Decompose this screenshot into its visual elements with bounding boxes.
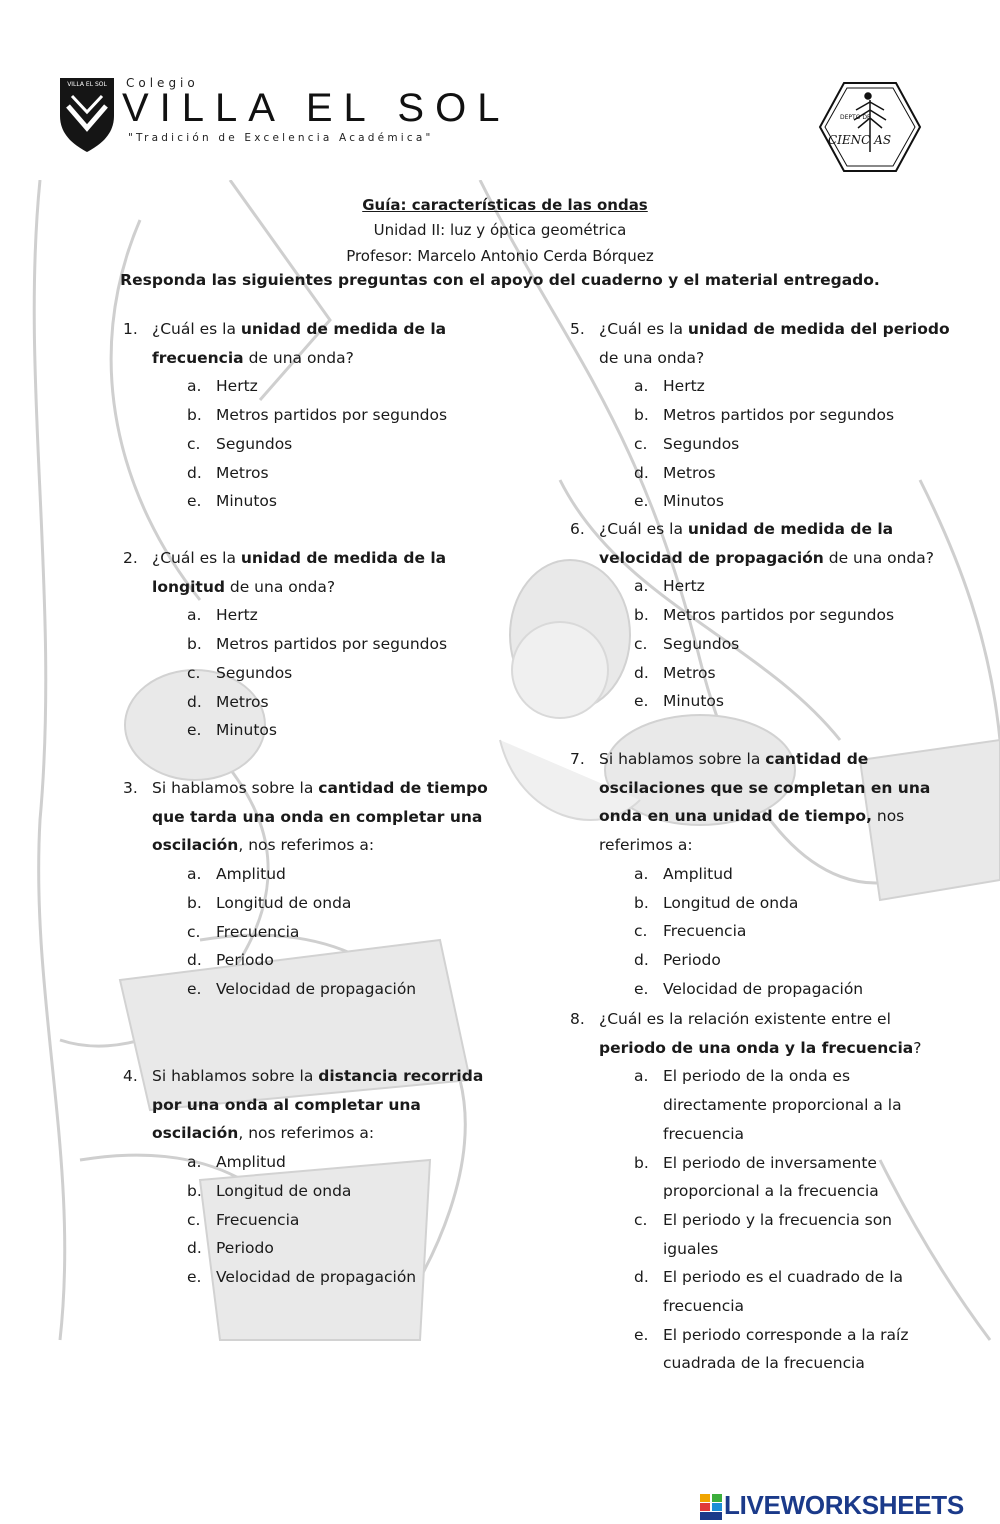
answer-option[interactable] <box>187 889 493 918</box>
question-text-part: Si hablamos sobre la <box>599 750 766 768</box>
liveworksheets-text: LIVEWORKSHEETS <box>724 1490 964 1520</box>
option-text: Frecuencia <box>216 1210 300 1229</box>
option-letter: a. <box>634 377 649 396</box>
option-text: Frecuencia <box>216 922 300 941</box>
answer-option[interactable] <box>634 687 950 716</box>
options-list <box>187 372 493 516</box>
option-text: Segundos <box>216 663 293 682</box>
question-text <box>599 315 950 372</box>
option-text: Segundos <box>663 634 740 653</box>
answer-option[interactable] <box>187 601 493 630</box>
option-letter: e. <box>634 492 649 511</box>
option-text: Periodo <box>216 1239 274 1258</box>
question-number: 3. <box>123 779 138 797</box>
option-letter: e. <box>187 721 202 740</box>
option-letter: e. <box>187 979 202 998</box>
option-letter: c. <box>187 663 201 682</box>
option-letter: e. <box>187 492 202 511</box>
options-list <box>634 572 950 716</box>
option-letter: e. <box>634 1325 649 1344</box>
option-letter: b. <box>187 406 202 425</box>
option-letter: d. <box>634 663 649 682</box>
question-text <box>152 1062 493 1148</box>
option-letter: a. <box>187 1153 202 1172</box>
option-text: Segundos <box>663 434 740 453</box>
question-6 <box>570 515 950 716</box>
options-list <box>187 860 493 1004</box>
answer-option[interactable] <box>634 975 950 1004</box>
answer-option[interactable] <box>634 1321 950 1378</box>
question-text-part: ¿Cuál es la <box>599 520 688 538</box>
question-2 <box>123 544 493 745</box>
option-text: Periodo <box>216 951 274 970</box>
answer-option[interactable] <box>187 430 493 459</box>
answer-option[interactable] <box>634 572 950 601</box>
answer-option[interactable] <box>634 459 950 488</box>
option-letter: d. <box>634 1268 649 1287</box>
question-keyword: unidad de medida de la velocidad de propagación <box>599 520 894 567</box>
option-text: Hertz <box>216 606 258 625</box>
question-text-part: de una onda? <box>599 348 705 367</box>
question-1 <box>123 315 493 516</box>
question-text <box>599 745 950 860</box>
school-motto: "Tradición de Excelencia Académica" <box>128 132 434 144</box>
options-list <box>634 1062 950 1378</box>
question-5 <box>570 315 950 516</box>
question-keyword: unidad de medida del periodo <box>687 320 950 338</box>
option-text: Amplitud <box>216 865 286 884</box>
option-text: Minutos <box>216 492 277 511</box>
option-letter: a. <box>634 577 649 596</box>
option-letter: c. <box>634 922 648 941</box>
options-list <box>187 601 493 745</box>
question-text-part: Si hablamos sobre la <box>152 779 319 797</box>
option-text: Amplitud <box>663 864 733 883</box>
option-text: Longitud de onda <box>216 1181 352 1200</box>
answer-option[interactable] <box>634 601 950 630</box>
answer-option[interactable] <box>187 1234 493 1263</box>
question-text-part: de una onda? <box>823 548 934 567</box>
option-letter: c. <box>634 1210 648 1229</box>
question-3 <box>123 774 493 1004</box>
option-text: Metros partidos por segundos <box>216 406 448 425</box>
option-text: Metros <box>216 463 269 482</box>
answer-option[interactable] <box>634 401 950 430</box>
question-text <box>152 774 493 860</box>
option-text: Metros <box>216 692 269 711</box>
answer-option[interactable] <box>187 975 493 1004</box>
guide-title: Guía: características de las ondas <box>362 196 648 214</box>
option-letter: e. <box>634 979 649 998</box>
option-text: Longitud de onda <box>216 893 352 912</box>
option-letter: d. <box>187 951 202 970</box>
option-letter: e. <box>634 692 649 711</box>
hexagon-icon <box>818 80 922 174</box>
option-text: Minutos <box>663 692 724 711</box>
answer-option[interactable] <box>187 1263 493 1292</box>
question-text-part: nos referimos a: <box>599 807 905 855</box>
unit-subtitle: Unidad II: luz y óptica geométrica <box>373 221 627 239</box>
option-text: Periodo <box>663 950 721 969</box>
question-text-part: ? <box>913 1038 922 1057</box>
answer-option[interactable] <box>634 372 950 401</box>
option-letter: a. <box>634 864 649 883</box>
liveworksheets-brand <box>700 1488 1000 1524</box>
question-keyword: cantidad de oscilaciones que se completan en una onda en una unidad de tiempo, <box>599 750 931 826</box>
question-text-part: , nos referimos a: <box>238 836 375 855</box>
option-letter: b. <box>634 406 649 425</box>
school-logo <box>58 76 511 156</box>
answer-option[interactable] <box>634 659 950 688</box>
answer-option[interactable] <box>634 889 950 918</box>
option-text: Velocidad de propagación <box>663 979 864 998</box>
question-keyword: distancia recorrida por una onda al completar una oscilación <box>152 1067 484 1143</box>
question-number: 6. <box>570 520 585 538</box>
question-text <box>152 544 493 601</box>
option-text: Metros <box>663 663 716 682</box>
option-text: Longitud de onda <box>663 893 799 912</box>
question-7 <box>570 745 950 1003</box>
answer-option[interactable] <box>187 860 493 889</box>
option-text: El periodo corresponde a la raíz cuadrada de la frecuencia <box>663 1325 909 1373</box>
question-keyword: unidad de medida de la frecuencia <box>152 320 447 367</box>
option-letter: a. <box>187 377 202 396</box>
option-letter: b. <box>634 893 649 912</box>
option-text: Velocidad de propagación <box>216 1267 417 1286</box>
question-text-part: , nos referimos a: <box>238 1124 375 1143</box>
answer-option[interactable] <box>634 487 950 516</box>
question-8 <box>570 1005 950 1378</box>
instructions: Responda las siguientes preguntas con el apoyo del cuaderno y el material entregado. <box>120 271 880 289</box>
question-text-part: ¿Cuál es la <box>152 549 241 567</box>
answer-option[interactable] <box>187 459 493 488</box>
question-text-part: de una onda? <box>224 577 336 596</box>
options-list <box>187 1148 493 1292</box>
option-text: Hertz <box>663 577 705 596</box>
option-letter: b. <box>187 1181 202 1200</box>
question-text-part: Si hablamos sobre la <box>152 1067 319 1085</box>
option-letter: c. <box>634 434 648 453</box>
answer-option[interactable] <box>634 917 950 946</box>
answer-option[interactable] <box>187 487 493 516</box>
option-text: Minutos <box>216 721 277 740</box>
question-keyword: unidad de medida de la longitud <box>152 549 447 596</box>
answer-option[interactable] <box>634 1062 950 1148</box>
option-letter: b. <box>187 635 202 654</box>
option-text: Segundos <box>216 434 293 453</box>
question-text-part: ¿Cuál es la <box>152 320 241 338</box>
question-number: 2. <box>123 549 138 567</box>
option-letter: b. <box>634 1153 649 1172</box>
answer-option[interactable] <box>187 372 493 401</box>
option-letter: d. <box>634 950 649 969</box>
option-letter: d. <box>634 463 649 482</box>
dept-label: DEPTO DE <box>840 114 871 121</box>
option-text: Amplitud <box>216 1153 286 1172</box>
answer-option[interactable] <box>634 630 950 659</box>
option-letter: a. <box>634 1067 649 1086</box>
science-department-logo <box>818 80 922 174</box>
option-letter: d. <box>187 1239 202 1258</box>
dept-name: CIENC AS <box>828 133 892 147</box>
answer-option[interactable] <box>187 401 493 430</box>
options-list <box>634 860 950 1004</box>
school-shield-icon <box>58 76 116 154</box>
option-text: El periodo de inversamente proporcional a la frecuencia <box>663 1153 879 1201</box>
option-text: El periodo y la frecuencia son iguales <box>663 1210 893 1258</box>
option-text: El periodo es el cuadrado de la frecuencia <box>663 1268 904 1316</box>
answer-option[interactable] <box>187 688 493 717</box>
question-number: 1. <box>123 320 138 338</box>
question-text-part: ¿Cuál es la <box>599 320 688 338</box>
option-letter: b. <box>187 893 202 912</box>
option-letter: d. <box>187 692 202 711</box>
option-letter: e. <box>187 1267 202 1286</box>
option-letter: a. <box>187 606 202 625</box>
option-letter: c. <box>187 1210 201 1229</box>
colegio-label: Colegio <box>126 76 199 90</box>
option-letter: b. <box>634 606 649 625</box>
option-text: Velocidad de propagación <box>216 979 417 998</box>
question-text-part: de una onda? <box>243 348 354 367</box>
option-text: Hertz <box>216 377 258 396</box>
answer-option[interactable] <box>187 946 493 975</box>
liveworksheets-icon <box>700 1494 722 1520</box>
teacher-name: Profesor: Marcelo Antonio Cerda Bórquez <box>346 247 654 265</box>
question-number: 8. <box>570 1010 585 1028</box>
answer-option[interactable] <box>634 1263 950 1320</box>
answer-option[interactable] <box>634 430 950 459</box>
question-text-part: ¿Cuál es la relación existente entre el <box>599 1010 891 1028</box>
answer-option[interactable] <box>634 860 950 889</box>
option-letter: c. <box>634 634 648 653</box>
option-text: Metros <box>663 463 716 482</box>
option-letter: c. <box>187 922 201 941</box>
option-text: Minutos <box>663 492 724 511</box>
question-text <box>152 315 493 372</box>
option-text: Metros partidos por segundos <box>663 606 895 625</box>
question-keyword: cantidad de tiempo que tarda una onda en completar una oscilación <box>152 779 488 855</box>
question-text <box>599 1005 950 1062</box>
answer-option[interactable] <box>187 918 493 947</box>
title-block <box>0 193 1000 269</box>
option-letter: d. <box>187 463 202 482</box>
question-keyword: periodo de una onda y la frecuencia <box>599 1038 914 1057</box>
answer-option[interactable] <box>187 659 493 688</box>
option-letter: c. <box>187 434 201 453</box>
answer-option[interactable] <box>187 1177 493 1206</box>
answer-option[interactable] <box>187 630 493 659</box>
option-text: Hertz <box>663 377 705 396</box>
answer-option[interactable] <box>634 946 950 975</box>
option-letter: a. <box>187 865 202 884</box>
options-list <box>634 372 950 516</box>
question-text <box>599 515 950 572</box>
option-text: Metros partidos por segundos <box>663 406 895 425</box>
option-text: Frecuencia <box>663 922 747 941</box>
school-name: VILLA EL SOL <box>122 86 511 130</box>
answer-option[interactable] <box>187 716 493 745</box>
option-text: El periodo de la onda es directamente proporcional a la frecuencia <box>663 1067 902 1143</box>
answer-option[interactable] <box>187 1206 493 1235</box>
shield-label: VILLA EL SOL <box>67 81 107 88</box>
answer-option[interactable] <box>187 1148 493 1177</box>
answer-option[interactable] <box>634 1149 950 1206</box>
question-number: 5. <box>570 320 585 338</box>
option-text: Metros partidos por segundos <box>216 635 448 654</box>
question-number: 4. <box>123 1067 138 1085</box>
question-4 <box>123 1062 493 1292</box>
question-number: 7. <box>570 750 585 768</box>
answer-option[interactable] <box>634 1206 950 1263</box>
